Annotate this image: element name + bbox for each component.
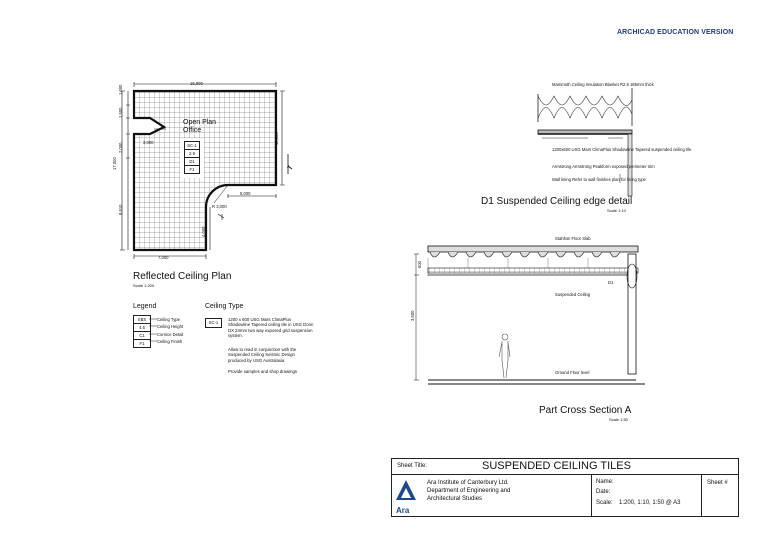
name-label: Name: — [596, 479, 614, 485]
sheet-title: SUSPENDED CEILING TILES — [482, 460, 631, 472]
reflected-ceiling-plan-drawing — [110, 78, 300, 268]
legend-leaders — [149, 315, 157, 345]
tag-finish: F1 — [189, 167, 195, 172]
scale-label: Scale: — [596, 500, 613, 506]
ceiling-type-note-1: Allow to read in conjunction with the Suspended Ceiling Seismic Design produced by USG Australasia — [228, 347, 297, 363]
section-marker-a: A — [287, 164, 290, 169]
date-label: Date: — [596, 489, 611, 495]
detail-label-trim: Armstrong Armstrong Peakform exposed perimeter trim — [552, 164, 655, 169]
plan-title: Reflected Ceiling Plan — [133, 271, 232, 282]
legend-label: Ceiling Finish — [157, 339, 183, 344]
section-dim-height: 3,600 — [410, 310, 415, 321]
sheet-number-label: Sheet # — [707, 480, 728, 486]
detail-label-insulation: Mammoth Ceiling Insulation Blanket R2.9 185mm thick — [552, 82, 654, 87]
dim-left-a: 1,000 — [118, 84, 123, 95]
section-title: Part Cross Section A — [539, 405, 632, 416]
dim-left-d: 8,610 — [118, 204, 123, 215]
legend-code: F1 — [139, 341, 145, 346]
detail-scale: Scale 1:10 — [607, 208, 626, 213]
detail-label-wall: Wall lining Refer to wall finishes plan for lining type — [552, 177, 646, 182]
info-cell — [592, 474, 702, 516]
cross-section-drawing — [410, 232, 645, 392]
section-callout: D1 — [608, 280, 614, 285]
detail-title: D1 Suspended Ceiling edge detail — [481, 196, 633, 207]
section-label-floor: Ground Floor level — [555, 370, 590, 375]
dim-left-b: 1,500 — [118, 107, 123, 118]
dim-bottom: 7,000 — [158, 255, 169, 260]
legend-title: Legend — [133, 303, 157, 310]
room-name: Open Plan — [183, 119, 217, 126]
detail-label-tile: 1200x600 USG Mars ClimaPlus Shadowline Tapered suspended ceiling tile — [552, 147, 692, 152]
sheet-title-label: Sheet Title: — [397, 463, 428, 469]
ceiling-type-description: 1200 x 600 USG Mars ClimaPlus Shadowline Tapered ceiling tile in USG Donn DX 24mm two way exposed grid suspension system. — [228, 317, 314, 339]
legend-code: SBS — [134, 316, 150, 324]
section-scale: Scale 1:50 — [609, 417, 628, 422]
legend-label: Cornice Detail — [157, 332, 184, 337]
org-line-3: Architectural Studies — [427, 496, 483, 502]
org-cell — [392, 474, 592, 516]
dim-left-total: 17,000 — [112, 157, 117, 170]
legend-code: C1 — [134, 332, 150, 340]
org-line-1: Ara Institute of Canterbury Ltd. — [427, 480, 509, 486]
dim-right: 10,000 — [274, 132, 279, 145]
section-label-ceiling: Suspended Ceiling — [555, 292, 591, 297]
dim-radius: R 3,000 — [212, 204, 227, 209]
dim-notch: 3,000 — [143, 140, 154, 145]
section-dim-plenum: 600 — [417, 261, 422, 268]
title-block — [391, 458, 739, 517]
room-name-2: Office — [183, 127, 202, 134]
dim-inner: 5,000 — [240, 191, 251, 196]
ara-logo-text: Ara — [396, 506, 410, 515]
dim-top: 15,000 — [190, 81, 203, 86]
ceiling-type-note-2: Provide samples and shop drawings — [228, 369, 298, 374]
legend-label: Ceiling Height — [157, 324, 184, 329]
ceiling-tag-stack — [184, 141, 200, 174]
legend-label: Ceiling Type — [157, 317, 180, 322]
tag-ceiling-type: SC-1 — [185, 142, 199, 150]
legend-code: 4.5 — [134, 324, 150, 332]
ceiling-type-title: Ceiling Type — [205, 303, 244, 310]
tag-cornice: D1 — [185, 158, 199, 166]
section-label-slab: Stahlton Floor Slab — [555, 236, 591, 241]
scale-value: 1:200, 1:10, 1:50 @ A3 — [619, 500, 681, 506]
education-version-banner: ARCHICAD EDUCATION VERSION — [617, 29, 734, 36]
org-line-2: Department of Engineering and — [427, 488, 511, 494]
title-block-header — [392, 459, 738, 475]
ceiling-type-tag: SC-1 — [205, 318, 222, 328]
plan-scale: Scale 1:200 — [133, 283, 155, 288]
dim-inner-v: 4,000 — [201, 226, 206, 237]
tag-ceiling-height: 2.9 — [185, 150, 199, 158]
dim-left-c: 2,000 — [118, 142, 123, 153]
